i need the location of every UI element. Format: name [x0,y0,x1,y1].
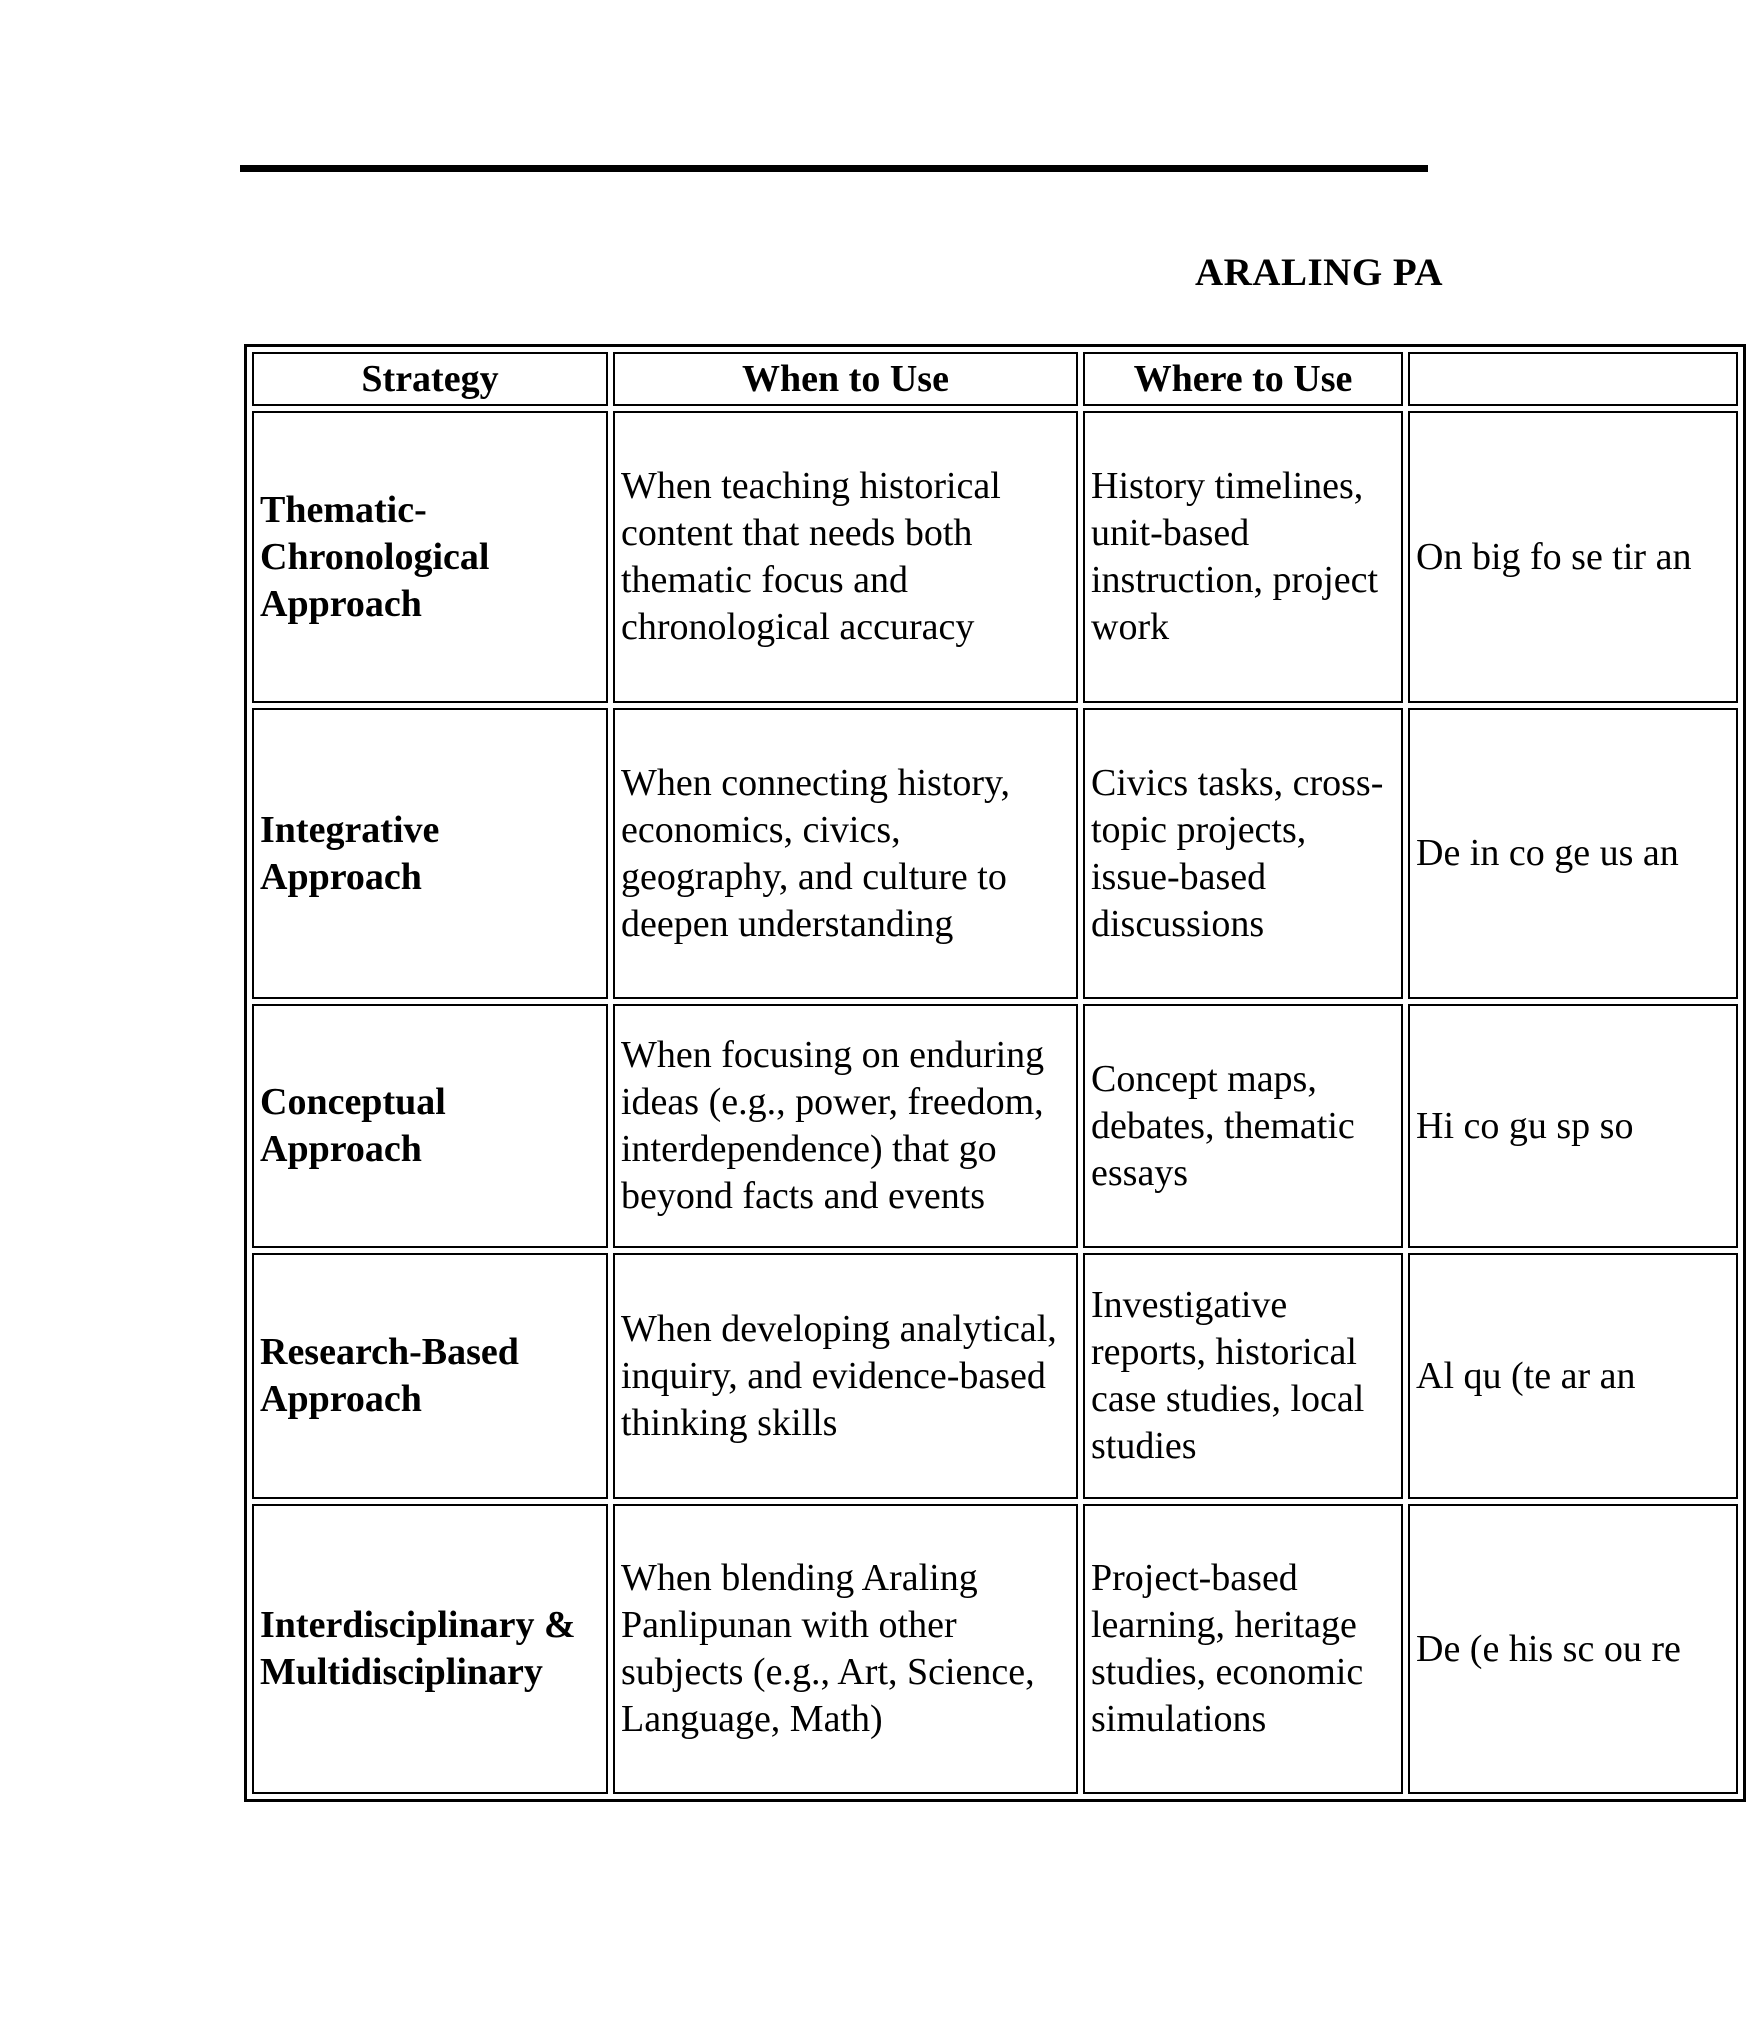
strategy-cell: Interdisciplinary & Multidisciplinary [252,1504,608,1794]
where-cell: History timelines, unit-based instruction, project work [1083,411,1403,703]
header-strategy: Strategy [252,352,608,406]
when-cell: When teaching historical content that needs both thematic focus and chronological accuracy [613,411,1078,703]
cut-off-cell: Al qu (te ar an [1408,1253,1738,1499]
top-horizontal-rule [240,165,1428,172]
strategy-cell: Conceptual Approach [252,1004,608,1248]
table-row [252,411,1738,703]
when-cell: When blending Araling Panlipunan with other subjects (e.g., Art, Science, Language, Math) [613,1504,1078,1794]
table-row [252,708,1738,999]
where-cell: Project-based learning, heritage studies, economic simulations [1083,1504,1403,1794]
table-row [252,1253,1738,1499]
cut-off-cell: De (e his sc ou re [1408,1504,1738,1794]
cut-off-cell: On big fo se tir an [1408,411,1738,703]
header-cut-off [1408,352,1738,406]
strategy-cell: Thematic-Chronological Approach [252,411,608,703]
document-title: ARALING PA [1195,251,1444,294]
where-cell: Civics tasks, cross-topic projects, issue-based discussions [1083,708,1403,999]
where-cell: Concept maps, debates, thematic essays [1083,1004,1403,1248]
strategy-cell: Integrative Approach [252,708,608,999]
where-cell: Investigative reports, historical case studies, local studies [1083,1253,1403,1499]
strategy-table [244,344,1746,1802]
cut-off-cell: Hi co gu sp so [1408,1004,1738,1248]
header-where-to-use: Where to Use [1083,352,1403,406]
strategy-cell: Research-Based Approach [252,1253,608,1499]
table-row [252,1504,1738,1794]
when-cell: When focusing on enduring ideas (e.g., power, freedom, interdependence) that go beyond facts and events [613,1004,1078,1248]
when-cell: When connecting history, economics, civics, geography, and culture to deepen understanding [613,708,1078,999]
header-when-to-use: When to Use [613,352,1078,406]
cut-off-cell: De in co ge us an [1408,708,1738,999]
table-row [252,1004,1738,1248]
table-header-row [252,352,1738,406]
when-cell: When developing analytical, inquiry, and evidence-based thinking skills [613,1253,1078,1499]
strategy-table-container [244,344,1746,1802]
